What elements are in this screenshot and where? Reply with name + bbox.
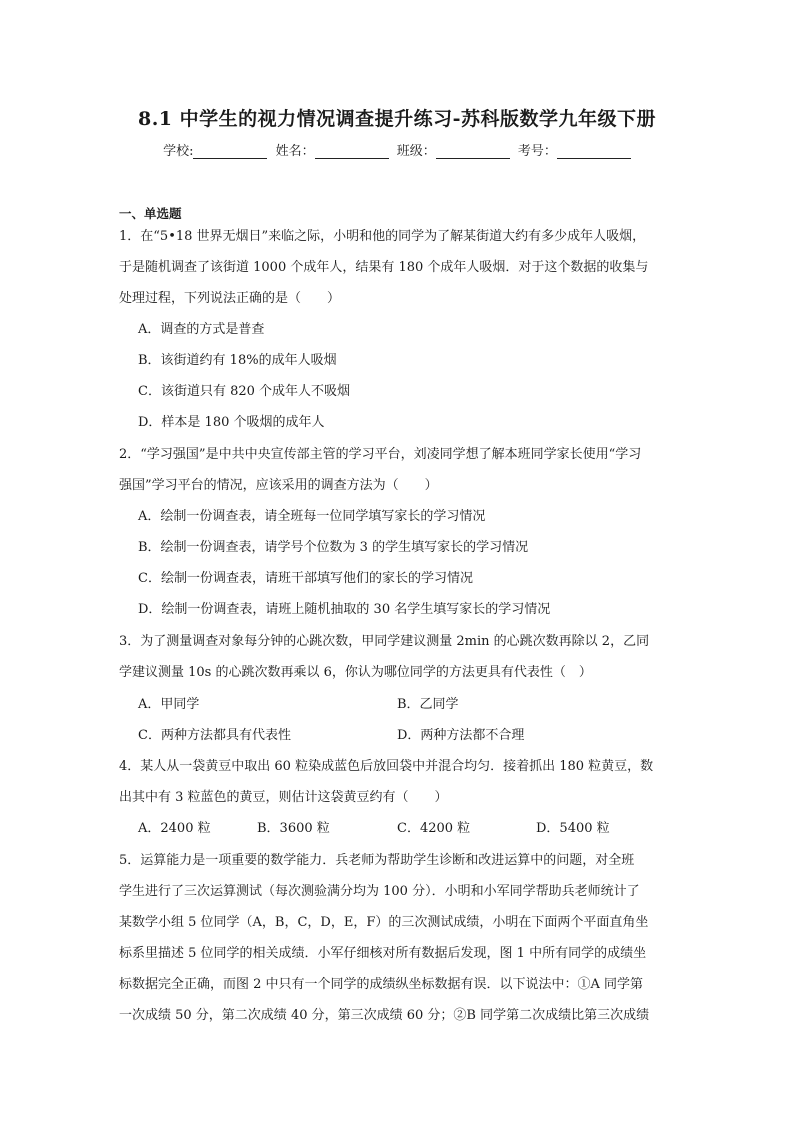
question-1-line: 处理过程，下列说法正确的是（ ） bbox=[119, 291, 341, 306]
question-2-option-c: C．绘制一份调查表，请班干部填写他们的家长的学习情况 bbox=[138, 571, 473, 586]
question-3-option-a: A．甲同学 bbox=[138, 697, 200, 712]
question-3-option-c: C．两种方法都具有代表性 bbox=[138, 728, 291, 743]
question-1-line: 1．在“5•18 世界无烟日”来临之际，小明和他的同学为了解某街道大约有多少成年人吸烟， bbox=[119, 229, 646, 244]
question-1-option-a: A．调查的方式是普查 bbox=[138, 322, 265, 337]
question-3-line: 学建议测量 10s 的心跳次数再乘以 6，你认为哪位同学的方法更具有代表性（ ） bbox=[119, 665, 592, 680]
question-5-line: 标系里描述 5 位同学的相关成绩．小军仔细核对所有数据后发现，图 1 中所有同学的成绩坐 bbox=[119, 946, 647, 961]
class-label: 班级： bbox=[396, 144, 436, 159]
question-1-option-b: B．该街道约有 18%的成年人吸烟 bbox=[138, 353, 337, 368]
question-5-line: 标数据完全正确，而图 2 中只有一个同学的成绩纵坐标数据有误．以下说法中：①A 同学第 bbox=[119, 977, 644, 992]
question-4-option-a: A．2400 粒 bbox=[138, 821, 211, 836]
question-2-option-a: A．绘制一份调查表，请全班每一位同学填写家长的学习情况 bbox=[138, 509, 486, 524]
question-2-option-d: D．绘制一份调查表，请班上随机抽取的 30 名学生填写家长的学习情况 bbox=[138, 602, 551, 617]
exam-number-blank bbox=[557, 145, 631, 159]
question-2-line: 2．“学习强国”是中共中央宣传部主管的学习平台，刘凌同学想了解本班同学家长使用“学习 bbox=[119, 447, 642, 462]
section-heading: 一、单选题 bbox=[119, 206, 182, 221]
school-label: 学校: bbox=[163, 144, 194, 159]
question-1-line: 于是随机调查了该街道 1000 个成年人，结果有 180 个成年人吸烟．对于这个数据的收集与 bbox=[119, 260, 649, 275]
question-4-option-b: B．3600 粒 bbox=[257, 821, 330, 836]
page-title: 8.1 中学生的视力情况调查提升练习-苏科版数学九年级下册 bbox=[137, 108, 657, 130]
school-blank bbox=[193, 145, 267, 159]
question-1-option-c: C．该街道只有 820 个成年人不吸烟 bbox=[138, 384, 351, 399]
question-5-line: 学生进行了三次运算测试（每次测验满分均为 100 分）．小明和小军同学帮助兵老师统计了 bbox=[119, 884, 640, 899]
name-blank bbox=[315, 145, 389, 159]
question-5-line: 5．运算能力是一项重要的数学能力．兵老师为帮助学生诊断和改进运算中的问题，对全班 bbox=[119, 853, 635, 868]
class-blank bbox=[436, 145, 510, 159]
question-4-option-d: D．5400 粒 bbox=[536, 821, 610, 836]
student-info-row bbox=[0, 140, 794, 159]
question-1-option-d: D．样本是 180 个吸烟的成年人 bbox=[138, 415, 325, 430]
name-label: 姓名： bbox=[275, 144, 315, 159]
exam-number-label: 考号： bbox=[517, 144, 557, 159]
question-5-line: 某数学小组 5 位同学（A，B，C，D，E，F）的三次测试成绩，小明在下面两个平面直角坐 bbox=[119, 915, 649, 930]
question-4-line: 出其中有 3 粒蓝色的黄豆，则估计这袋黄豆约有（ ） bbox=[119, 790, 448, 805]
question-2-line: 强国”学习平台的情况，应该采用的调查方法为（ ） bbox=[119, 478, 438, 493]
question-5-line: 一次成绩 50 分，第二次成绩 40 分，第三次成绩 60 分；②B 同学第二次成绩比第三次成绩 bbox=[119, 1008, 650, 1023]
question-3-option-d: D．两种方法都不合理 bbox=[397, 728, 525, 743]
question-3-option-b: B．乙同学 bbox=[397, 697, 459, 712]
question-4-option-c: C．4200 粒 bbox=[397, 821, 471, 836]
question-3-line: 3．为了测量调查对象每分钟的心跳次数，甲同学建议测量 2min 的心跳次数再除以 2，乙同 bbox=[119, 634, 650, 649]
question-2-option-b: B．绘制一份调查表，请学号个位数为 3 的学生填写家长的学习情况 bbox=[138, 540, 529, 555]
question-4-line: 4．某人从一袋黄豆中取出 60 粒染成蓝色后放回袋中并混合均匀．接着抓出 180 粒黄豆，数 bbox=[119, 759, 654, 774]
